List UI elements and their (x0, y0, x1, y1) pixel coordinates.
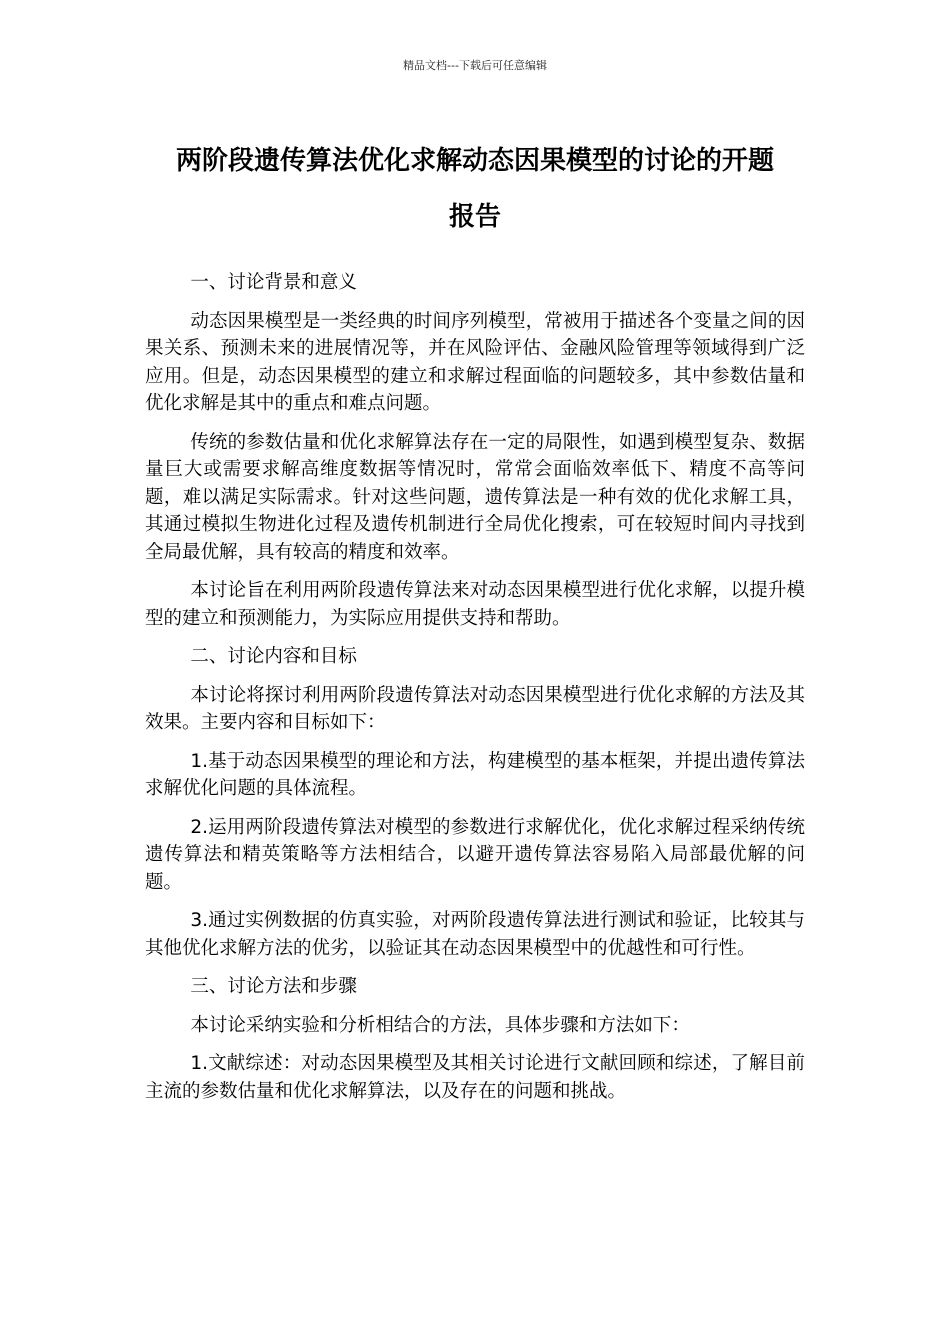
paragraph: 本讨论旨在利用两阶段遗传算法来对动态因果模型进行优化求解，以提升模型的建立和预测能力，为实际应用提供支持和帮助。 (145, 580, 805, 629)
title-line-2: 报告 (448, 202, 501, 232)
list-item: 2.运用两阶段遗传算法对模型的参数进行求解优化，优化求解过程采纳传统遗传算法和精英策略等方法相结合，以避开遗传算法容易陷入局部最优解的问题。 (145, 816, 805, 893)
section-heading-content-goals: 二、讨论内容和目标 (190, 646, 357, 667)
document-title (140, 133, 810, 245)
list-item: 3.通过实例数据的仿真实验，对两阶段遗传算法进行测试和验证，比较其与其他优化求解方法的优劣，以验证其在动态因果模型中的优越性和可行性。 (145, 910, 805, 959)
page-header: 精品文档---下载后可任意编辑 (403, 59, 547, 72)
section-heading-background: 一、讨论背景和意义 (190, 272, 357, 293)
list-item: 1.文献综述：对动态因果模型及其相关讨论进行文献回顾和综述，了解目前主流的参数估量和优化求解算法，以及存在的问题和挑战。 (145, 1053, 805, 1102)
document-body (145, 269, 805, 1116)
paragraph: 动态因果模型是一类经典的时间序列模型，常被用于描述各个变量之间的因果关系、预测未来的进展情况等，并在风险评估、金融风险管理等领域得到广泛应用。但是，动态因果模型的建立和求解过程面临的问题较多，其中参数估量和优化求解是其中的重点和难点问题。 (145, 310, 805, 414)
list-item: 1.基于动态因果模型的理论和方法，构建模型的基本框架，并提出遗传算法求解优化问题的具体流程。 (145, 750, 805, 799)
paragraph: 本讨论采纳实验和分析相结合的方法，具体步骤和方法如下： (190, 1014, 690, 1036)
paragraph: 本讨论将探讨利用两阶段遗传算法对动态因果模型进行优化求解的方法及其效果。主要内容和目标如下： (145, 684, 805, 733)
title-line-1: 两阶段遗传算法优化求解动态因果模型的讨论的开题 (175, 146, 774, 176)
paragraph: 传统的参数估量和优化求解算法存在一定的局限性，如遇到模型复杂、数据量巨大或需要求解高维度数据等情况时，常常会面临效率低下、精度不高等问题，难以满足实际需求。针对这些问题，遗传算法是一种有效的优化求解工具，其通过模拟生物进化过程及遗传机制进行全局优化搜索，可在较短时间内寻找到全局最优解，具有较高的精度和效率。 (145, 431, 805, 563)
section-heading-methods: 三、讨论方法和步骤 (190, 976, 357, 997)
